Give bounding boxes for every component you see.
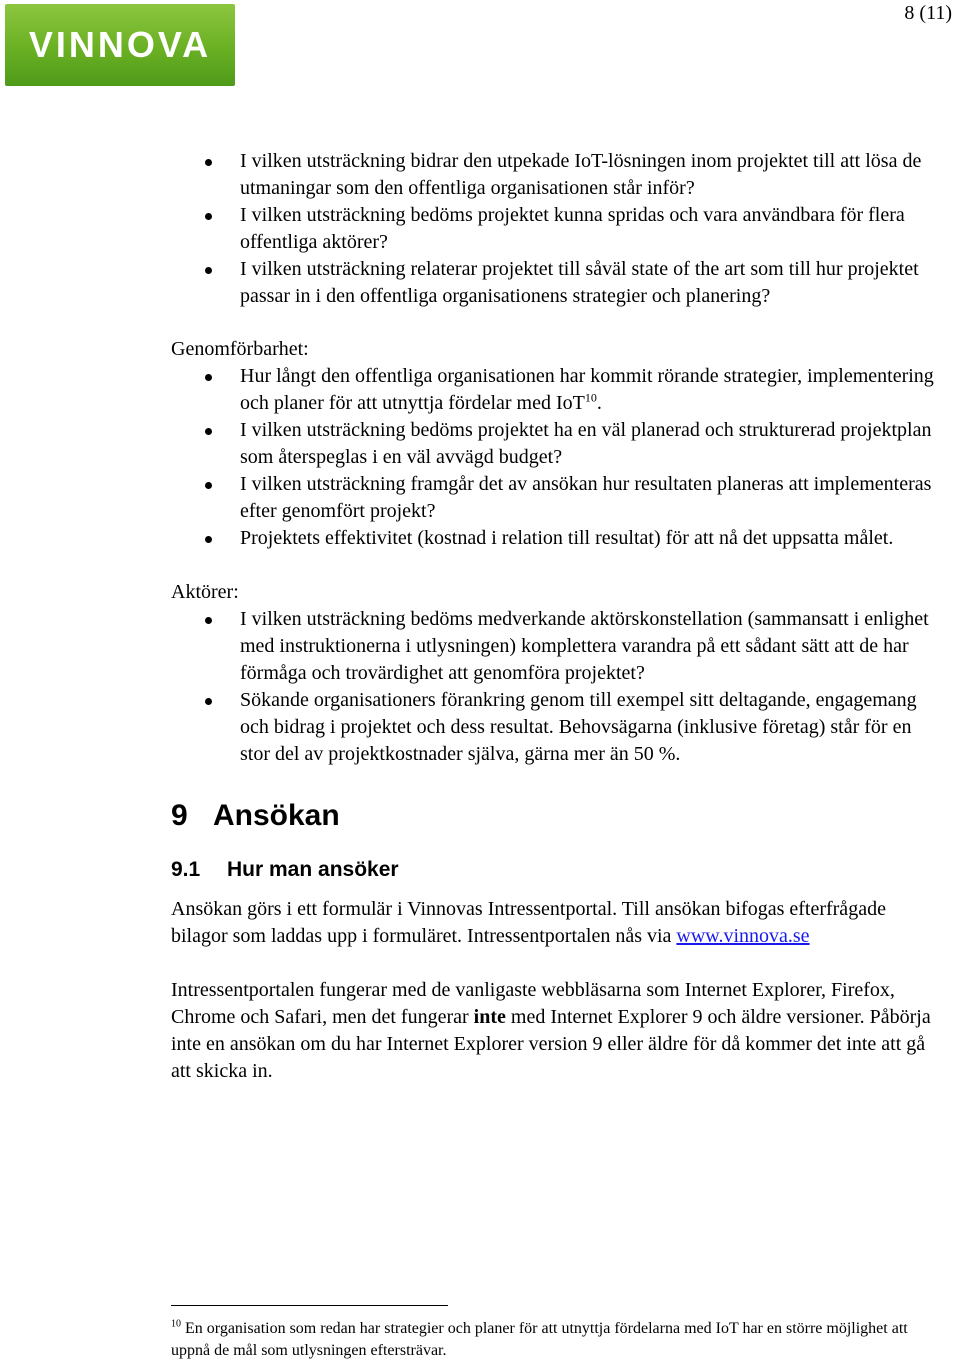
list-item-text: I vilken utsträckning bedöms medverkande aktörskonstellation (sammansatt i enlighet med instruktionerna i utlysningen) komplettera varandra på ett sådant sätt att de har förmåga och trovärdighet att genomföra projektet? — [240, 608, 929, 684]
list-item — [171, 256, 941, 310]
main-content — [171, 148, 941, 1085]
list-item-text: Sökande organisationers förankring genom till exempel sitt deltagande, engagemang och bidrag i projektet och dess resultat. Behovsägarna (inklusive företag) står för en stor del av projektkostnader själva, gärna mer än 50 %. — [240, 689, 917, 765]
paragraph-text: med Internet Explorer 9 och äldre versioner. Påbörja inte en ansökan om du har Internet Explorer version 9 eller äldre för då kommer det inte att gå att skicka in. — [171, 1006, 931, 1082]
vinnova-link[interactable]: www.vinnova.se — [676, 925, 810, 947]
emphasis-text: inte — [473, 1006, 506, 1028]
list-item-text: Projektets effektivitet (kostnad i relation till resultat) för att nå det uppsatta målet. — [240, 527, 894, 549]
section-heading — [171, 798, 941, 834]
list-item — [171, 525, 941, 552]
footnote-text: En organisation som redan har strategier och planer för att utnyttja fördelarna med IoT har en större möjlighet att uppnå de mål som utlysningen eftersträvar. — [171, 1320, 908, 1359]
paragraph-text: Intressentportalen fungerar med de vanligaste webbläsarna som Internet Explorer, Firefox, Chrome och Safari, men det fungerar — [171, 979, 895, 1028]
list-item-text: I vilken utsträckning bedöms projektet ha en väl planerad och strukturerad projektplan som återspeglas i en väl avvägd budget? — [240, 419, 932, 468]
bullet-icon — [205, 213, 212, 220]
page-number: 8 (11) — [904, 2, 952, 24]
bullet-icon — [205, 374, 212, 381]
list-item — [171, 417, 941, 471]
bullet-icon — [205, 428, 212, 435]
list-item-text: I vilken utsträckning bedöms projektet kunna spridas och vara användbara för flera offentliga aktörer? — [240, 204, 905, 253]
list-item-text: I vilken utsträckning framgår det av ansökan hur resultaten planeras att implementeras efter genomfört projekt? — [240, 473, 932, 522]
relevance-criteria-list — [171, 148, 941, 310]
paragraph — [171, 977, 941, 1085]
list-item — [171, 687, 941, 768]
paragraph-text: Ansökan görs i ett formulär i Vinnovas Intressentportal. Till ansökan bifogas efterfrågade bilagor som laddas upp i formuläret. Intressentportalen nås via — [171, 898, 886, 947]
list-item-end: . — [596, 392, 602, 414]
footnote-ref[interactable]: 10 — [584, 390, 597, 405]
list-item — [171, 148, 941, 202]
subsection-number: 9.1 — [171, 858, 201, 881]
list-item — [171, 202, 941, 256]
subsection-heading — [171, 856, 941, 884]
section-title: Ansökan — [213, 799, 340, 832]
bullet-icon — [205, 159, 212, 166]
footnote-number: 10 — [171, 1318, 181, 1330]
footnote-separator — [171, 1305, 448, 1306]
footnote — [171, 1318, 941, 1362]
paragraph — [171, 896, 941, 950]
list-item-text: I vilken utsträckning bidrar den utpekade IoT-lösningen inom projektet till att lösa de utmaningar som den offentliga organisationen står inför? — [240, 150, 922, 199]
list-item-text: I vilken utsträckning relaterar projektet till såväl state of the art som till hur projektet passar in i den offentliga organisationens strategier och planering? — [240, 258, 919, 307]
aktorer-list — [171, 606, 941, 768]
logo-text: VINNOVA — [28, 24, 212, 65]
genomforbarhet-label: Genomförbarhet: — [171, 338, 309, 360]
aktorer-label: Aktörer: — [171, 581, 239, 603]
list-item-text: Hur långt den offentliga organisationen har kommit rörande strategier, implementering och planer för att utnyttja fördelar med IoT — [240, 365, 934, 414]
bullet-icon — [205, 267, 212, 274]
list-item — [171, 471, 941, 525]
bullet-icon — [205, 482, 212, 489]
bullet-icon — [205, 617, 212, 624]
bullet-icon — [205, 698, 212, 705]
vinnova-logo — [5, 4, 235, 86]
list-item — [171, 363, 941, 417]
list-item — [171, 606, 941, 687]
genomforbarhet-list — [171, 363, 941, 552]
bullet-icon — [205, 536, 212, 543]
subsection-title: Hur man ansöker — [227, 858, 399, 881]
section-number: 9 — [171, 799, 188, 832]
